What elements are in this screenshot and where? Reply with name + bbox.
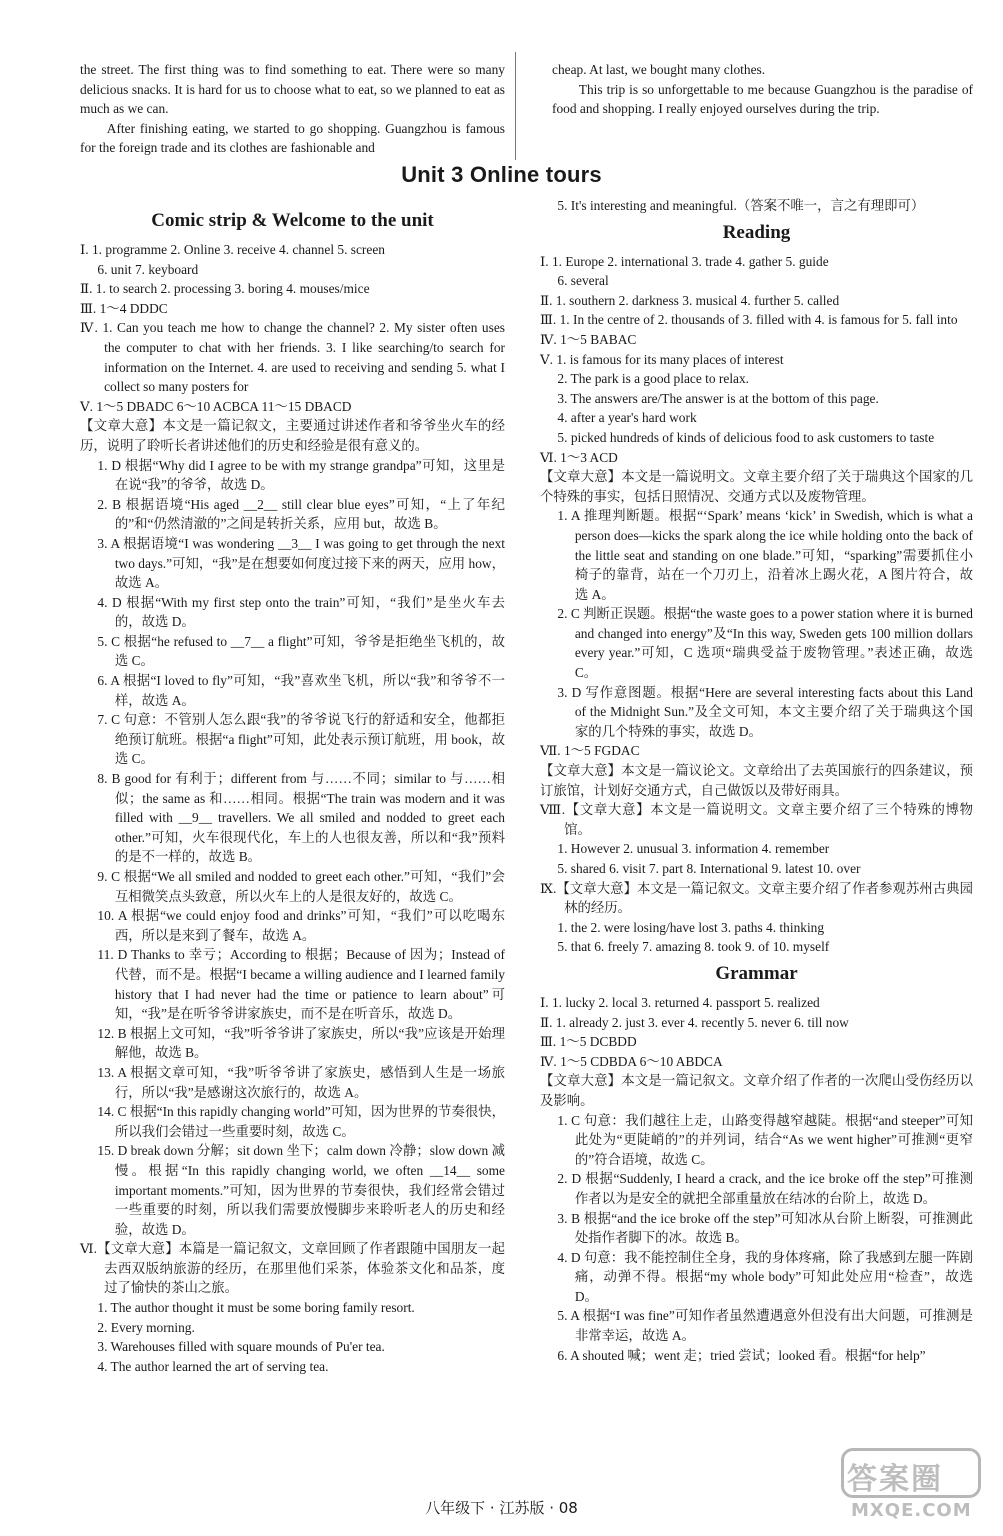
section-title-comic-strip: Comic strip & Welcome to the unit — [151, 210, 434, 231]
explanation-item: 7. C 句意：不管别人怎么跟“我”的爷爷说飞行的舒适和安全，他都拒绝预订航班。根据“a flight”可知，此处表示预订航班，用 book，故选 C。 — [97, 712, 505, 767]
section-title-reading: Reading — [722, 221, 791, 243]
top-right-passage — [552, 60, 973, 119]
explanation-item: 3. B 根据“and the ice broke off the step”可知冰从台阶上断裂，可推测此处指作者脚下的冰。故选 B。 — [557, 1210, 973, 1246]
paragraph: the street. The first thing was to find something to eat. There were so many delicious snacks. It is hard for us to choose what to eat, so we planned to eat as much as we can. — [80, 62, 505, 117]
answer-line: Ⅲ. 1～5 DCBDD — [540, 1034, 637, 1050]
answer-line: 3. The answers are/The answer is at the bottom of this page. — [557, 390, 879, 406]
left-column — [80, 204, 505, 1376]
answer-line: 5. picked hundreds of kinds of delicious food to ask customers to taste — [557, 429, 935, 445]
answer-line: 1. the 2. were losing/have lost 3. paths 4. thinking — [557, 919, 825, 935]
watermark-logo-text: 答案圈 — [847, 1462, 943, 1497]
unit-title: Unit 3 Online tours — [401, 162, 602, 187]
explanation-item: 13. A 根据文章可知，“我”听爷爷讲了家族史，感悟到人生是一场旅行，所以“我”是感谢这次旅行的，故选 A。 — [97, 1064, 505, 1100]
watermark-url: MXQE.COM — [851, 1500, 972, 1521]
answer-line: 5. It's interesting and meaningful.（答案不唯一，言之有理即可） — [557, 198, 925, 213]
summary-line: 【文章大意】本文是一篇记叙文。文章介绍了作者的一次爬山受伤经历以及影响。 — [540, 1073, 973, 1108]
answer-line: 6. unit 7. keyboard — [97, 261, 199, 277]
answer-line: Ⅴ. 1～5 DBADC 6～10 ACBCA 11～15 DBACD — [80, 398, 352, 414]
summary-line: 【文章大意】本文是一篇记叙文，主要通过讲述作者和爷爷坐火车的经历，说明了聆听长者讲述他们的历史和经验是很有意义的。 — [80, 418, 505, 453]
answer-line: 2. The park is a good place to relax. — [557, 371, 750, 387]
explanation-item: 4. D 句意：我不能控制住全身，我的身体疼痛，除了我感到左腿一阵剧痛，动弹不得。根据“my whole body”可知此处应用“检查”，故选 D。 — [557, 1249, 973, 1304]
answer-line: Ⅲ. 1～4 DDDC — [80, 300, 168, 316]
answer-line: 5. shared 6. visit 7. part 8. International 9. latest 10. over — [557, 861, 861, 876]
top-left-passage — [80, 60, 505, 158]
answer-line: Ⅳ. 1～5 CDBDA 6～10 ABDCA — [540, 1053, 723, 1069]
section-title-grammar: Grammar — [715, 962, 798, 984]
answer-line: Ⅰ. 1. lucky 2. local 3. returned 4. passport 5. realized — [540, 994, 820, 1010]
explanation-item: 2. C 判断正误题。根据“the waste goes to a power station where it is burned and changed into energy”及“In this way, Sweden gets 100 million dollars every year.”可知，C 选项“瑞典受益于废物管理。”表述正确，故选 C。 — [557, 606, 973, 681]
answer-line: Ⅳ. 1～5 BABAC — [540, 331, 637, 347]
explanation-item: 6. A shouted 喊；went 走；tried 尝试；looked 看。根据“for help” — [557, 1347, 926, 1363]
paragraph: After finishing eating, we started to go shopping. Guangzhou is famous for the foreign trade and its clothes are fashionable and — [80, 120, 505, 156]
answer-line: 3. Warehouses filled with square mounds of Pu'er tea. — [97, 1339, 385, 1355]
explanation-item: 2. D 根据“Suddenly, I heard a crack, and the ice broke off the step”可推测作者以为是安全的就把全部重量放在结冰的台阶上，故选 D。 — [557, 1171, 973, 1206]
paragraph: cheap. At last, we bought many clothes. — [552, 62, 766, 77]
answer-line: Ⅱ. 1. already 2. just 3. ever 4. recently 5. never 6. till now — [540, 1014, 849, 1030]
watermark-logo — [841, 1448, 981, 1522]
explanation-item: 1. C 句意：我们越往上走，山路变得越窄越陡。根据“and steeper”可知此处为“更陡峭的”的并列词，结合“As we went higher”可推测“更窄的”符合语境，故选 C。 — [557, 1112, 973, 1167]
answer-line: 4. The author learned the art of serving tea. — [97, 1358, 329, 1374]
summary-line: Ⅸ.【文章大意】本文是一篇记叙文。文章主要介绍了作者参观苏州古典园林的经历。 — [540, 880, 973, 916]
paragraph: This trip is so unforgettable to me because Guangzhou is the paradise of food and shopping. I really enjoyed ourselves during the trip. — [552, 81, 973, 117]
explanation-item: 5. A 根据“I was fine”可知作者虽然遭遇意外但没有出大问题，可推测是非常幸运，故选 A。 — [557, 1308, 973, 1344]
explanation-item: 15. D break down 分解；sit down 坐下；calm down 冷静；slow down 减慢。根据“In this rapidly changing world, we often __14__ some important moments.”可知，因为世界的节奏很快，我们经常会错过一些重要的时刻，所以我们需要放慢脚步来聆听老人的历史和经验，故选 D。 — [97, 1143, 505, 1237]
explanation-item: 12. B 根据上文可知，“我”听爷爷讲了家族史，所以“我”应该是开始理解他，故选 B。 — [97, 1025, 505, 1061]
explanation-item: 9. C 根据“We all smiled and nodded to greet each other.”可知，“我们”会互相微笑点头致意，所以火车上的人是很友好的，故选 C。 — [97, 869, 505, 904]
answer-line: Ⅶ. 1～5 FGDAC — [540, 743, 640, 759]
answer-line: Ⅰ. 1. programme 2. Online 3. receive 4. channel 5. screen — [80, 242, 385, 257]
answer-line: Ⅱ. 1. to search 2. processing 3. boring 4. mouses/mice — [80, 281, 370, 297]
answer-line: Ⅰ. 1. Europe 2. international 3. trade 4. gather 5. guide — [540, 253, 829, 269]
summary-line: Ⅵ.【文章大意】本篇是一篇记叙文，文章回顾了作者跟随中国朋友一起去西双版纳旅游的经历，在那里他们采茶，体验茶文化和品茶，度过了愉快的茶山之旅。 — [80, 1241, 505, 1296]
explanation-item: 3. A 根据语境“I was wondering __3__ I was going to get through the next two days.”可知，“我”是在想要如何度过接下来的两天，应用 how，故选 A。 — [97, 535, 505, 591]
explanation-item: 8. B good for 有利于；different from 与……不同；similar to 与……相似；the same as 和……相同。根据“The train was modern and it was filled with __9__ travellers. We all smiled and nodded to greet each other.”可知，火车很现代化，车上的人也很友善，所以和“我”预料的是不一样的，故选 B。 — [97, 771, 505, 865]
answer-line: 4. after a year's hard work — [557, 410, 697, 426]
explanation-item: 6. A 根据“I loved to fly”可知，“我”喜欢坐飞机，所以“我”和爷爷不一样，故选 A。 — [97, 673, 505, 708]
column-divider — [515, 52, 516, 160]
summary-line: 【文章大意】本文是一篇说明文。文章主要介绍了关于瑞典这个国家的几个特殊的事实，包括日照情况、交通方式以及废物管理。 — [540, 469, 973, 504]
explanation-item: 14. C 根据“In this rapidly changing world”可知，因为世界的节奏很快，所以我们会错过一些重要时刻，故选 C。 — [97, 1104, 505, 1139]
summary-line: 【文章大意】本文是一篇议论文。文章给出了去英国旅行的四条建议，预订旅馆，计划好交通方式，自己做饭以及带好雨具。 — [540, 763, 973, 798]
answer-line: 2. Every morning. — [97, 1319, 195, 1335]
explanation-item: 1. A 推理判断题。根据“‘Spark’ means ‘kick’ in Swedish, which is what a person does—kicks the spark along the ice while holding onto the back of the little seat and standing on one blade.”可知，“sparking”需要抓住小椅子的靠背，站在一个刀刃上，沿着冰上踢火花，A 图片符合，故选 A。 — [557, 508, 973, 602]
right-column — [540, 196, 973, 1365]
explanation-item: 1. D 根据“Why did I agree to be with my strange grandpa”可知，这里是在说“我”的爷爷，故选 D。 — [97, 457, 505, 493]
explanation-item: 10. A 根据“we could enjoy food and drinks”可知，“我们”可以吃喝东西，所以是来到了餐车，故选 A。 — [97, 908, 505, 943]
answer-line: 6. several — [557, 273, 609, 289]
answer-line: Ⅴ. 1. is famous for its many places of interest — [540, 351, 784, 367]
answer-line: 1. The author thought it must be some boring family resort. — [97, 1300, 415, 1316]
explanation-item: 3. D 写作意图题。根据“Here are several interesting facts about this Land of the Midnight Sun.”及全文可知，本文主要介绍了关于瑞典这个国家的几个特殊的事实，故选 D。 — [557, 684, 973, 739]
answer-line: 5. that 6. freely 7. amazing 8. took 9. of 10. myself — [557, 939, 830, 955]
explanation-item: 5. C 根据“he refused to __7__ a flight”可知，爷爷是拒绝坐飞机的，故选 C。 — [97, 633, 505, 669]
page-footer: 八年级下 · 江苏版 · 08 — [425, 1499, 578, 1517]
explanation-item: 2. B 根据语境“His aged __2__ still clear blue eyes”可知，“上了年纪的”和“仍然清澈的”之间是转折关系，应用 but，故选 B。 — [97, 496, 505, 532]
answer-line: Ⅱ. 1. southern 2. darkness 3. musical 4. further 5. called — [540, 292, 840, 308]
explanation-item: 11. D Thanks to 幸亏；According to 根据；Because of 因为；Instead of 代替，而不是。根据“I became a willing audience and I learned family history that I had never had the time or patience to learn about”可知，“我”是在听爷爷讲家族史，而不是在听音乐，故选 D。 — [97, 947, 505, 1022]
answer-line: Ⅲ. 1. In the centre of 2. thousands of 3. filled with 4. is famous for 5. fall into — [540, 312, 958, 328]
answer-line: 1. However 2. unusual 3. information 4. remember — [557, 841, 830, 857]
summary-line: Ⅷ.【文章大意】本文是一篇说明文。文章主要介绍了三个特殊的博物馆。 — [540, 802, 973, 837]
explanation-item: 4. D 根据“With my first step onto the train”可知，“我们”是坐火车去的，故选 D。 — [97, 594, 505, 630]
answer-line: Ⅳ. 1. Can you teach me how to change the channel? 2. My sister often uses the computer to chat with her friends. 3. I like searching/to search for information on the Internet. 4. are used to receiving and sending 5. what I collect so many posters for — [80, 320, 505, 395]
answer-line: Ⅵ. 1～3 ACD — [540, 449, 618, 465]
